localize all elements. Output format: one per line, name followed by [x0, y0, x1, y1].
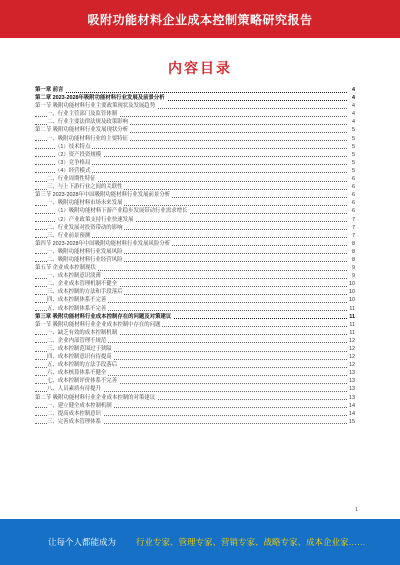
- toc-entry-text: 一、缺乏有效的成本控制机制: [47, 329, 118, 336]
- toc-entry[interactable]: [35, 402, 355, 410]
- toc-entry-page: 5: [352, 159, 355, 166]
- toc-entry-text: 三、行业前景预测: [47, 232, 91, 239]
- toc-entry-text: 七、成本控制评价体系不完善: [47, 378, 118, 385]
- footer-slogan: 让每个人都能成为: [48, 537, 117, 547]
- toc-entry-text: 一、行业主管部门及监管体制: [47, 111, 118, 118]
- toc-entry-page: 11: [349, 321, 355, 328]
- toc-entry-text: 二、提高成本控制意识: [47, 410, 101, 417]
- toc-entry[interactable]: [35, 216, 355, 224]
- footer-bar: [0, 519, 400, 565]
- toc-entry-page: 6: [352, 208, 355, 215]
- toc-entry[interactable]: [35, 167, 355, 175]
- toc-entry[interactable]: [35, 118, 355, 126]
- toc-entry-page: 9: [352, 273, 355, 280]
- toc-entry[interactable]: [35, 159, 355, 167]
- toc-entry-text: 第三章 吸附功能材料行业成本控制存在的问题及对策建议: [35, 313, 172, 320]
- toc-entry-text: 四、成本控制体系不完善: [47, 297, 107, 304]
- toc-heading: 内容目录: [168, 60, 232, 76]
- toc-entry-text: 二、行业周期性特征: [47, 176, 96, 183]
- toc-entry-page: 4: [352, 111, 355, 118]
- toc-entry[interactable]: [35, 240, 355, 248]
- toc-entry-page: 12: [349, 362, 355, 369]
- toc-entry[interactable]: [35, 329, 355, 337]
- toc-entry-text: 一、吸附功能材料行业的主要特征: [47, 135, 128, 142]
- toc-entry[interactable]: [35, 183, 355, 191]
- toc-entry[interactable]: [35, 143, 355, 151]
- toc-entry[interactable]: [35, 199, 355, 207]
- table-of-contents: [35, 86, 355, 426]
- toc-entry-text: 一、吸附功能材料行业发展风险: [47, 248, 123, 255]
- toc-entry-page: 12: [349, 346, 355, 352]
- toc-entry[interactable]: [35, 135, 355, 143]
- page-number: 1: [354, 507, 358, 513]
- toc-entry-text: 三、完善成本管理体系: [47, 418, 101, 425]
- toc-entry-text: 一、建立健全成本控制机制: [47, 402, 112, 409]
- toc-entry-page: 7: [352, 216, 355, 223]
- toc-entry-page: 8: [352, 240, 355, 247]
- toc-entry[interactable]: [35, 94, 355, 102]
- toc-entry-text: 二、企业成本管理机制不健全: [47, 281, 118, 288]
- toc-entry-text: 六、成本核算体系不健全: [47, 370, 107, 377]
- toc-entry[interactable]: [35, 313, 355, 321]
- toc-entry-page: 13: [349, 386, 355, 393]
- toc-entry-page: 12: [349, 337, 355, 344]
- toc-entry-page: 6: [352, 176, 355, 183]
- toc-entry-text: 一、吸附功能材料市场未来发展: [47, 200, 123, 207]
- toc-entry-page: 5: [352, 127, 355, 134]
- toc-entry-text: 第二章 2023-2028年吸附功能材料行业发展及前景分析: [35, 95, 165, 102]
- toc-entry-text: （1）吸附功能材料下游产业稳步发展带动行业需求增长: [55, 208, 188, 215]
- toc-entry[interactable]: [35, 337, 355, 345]
- toc-entry[interactable]: [35, 272, 355, 280]
- toc-entry-page: 9: [352, 265, 355, 272]
- toc-entry-text: 第五节 企业成本控制现状: [35, 265, 96, 272]
- toc-entry-page: 10: [349, 289, 355, 296]
- toc-entry[interactable]: [35, 224, 355, 232]
- toc-entry-page: 15: [349, 418, 355, 425]
- toc-entry-text: （3）竞争格局: [55, 159, 91, 166]
- toc-entry-page: 11: [349, 329, 355, 336]
- toc-entry-text: 三、成本控制的方法和手段落后: [47, 289, 123, 296]
- toc-entry[interactable]: [35, 280, 355, 288]
- toc-entry-text: 第一节 吸附功能材料行业企业成本控制中存在的问题: [35, 321, 161, 328]
- toc-entry-text: 二、行业发展对投资带动的影响: [47, 224, 123, 231]
- toc-entry-text: 第二节 吸附功能材料行业发展现状分析: [35, 127, 129, 134]
- toc-entry-page: 4: [352, 87, 355, 93]
- toc-entry-page: 4: [352, 119, 355, 126]
- toc-entry[interactable]: [35, 377, 355, 385]
- toc-entry[interactable]: [35, 175, 355, 183]
- toc-entry[interactable]: [35, 191, 355, 199]
- toc-entry-page: 10: [349, 297, 355, 304]
- toc-entry-page: 5: [352, 135, 355, 142]
- toc-entry[interactable]: [35, 102, 355, 110]
- footer-expert-list: 行业专家、管理专家、营销专家、战略专家、成本企业家……: [136, 537, 366, 547]
- toc-entry-page: 6: [352, 192, 355, 199]
- toc-entry[interactable]: [35, 321, 355, 329]
- toc-entry-text: 三、与上下游行业之间的关联性: [47, 184, 123, 191]
- toc-entry-text: 二、企业内部管理不规范: [47, 337, 107, 344]
- toc-entry-text: 第三节 2023-2028年中国吸附功能材料行业发展前景分析: [35, 192, 171, 199]
- toc-entry-text: 五、成本控制的方法手段落后: [47, 362, 118, 369]
- toc-entry[interactable]: [35, 288, 355, 296]
- toc-entry-page: 5: [352, 167, 355, 174]
- toc-entry[interactable]: [35, 418, 355, 426]
- toc-entry-page: 4: [352, 95, 355, 102]
- toc-entry-text: 五、成本控制体系不完善: [47, 305, 107, 312]
- toc-entry-text: （4）经营模式: [55, 167, 91, 174]
- toc-entry-text: （1）技术特点: [55, 143, 91, 150]
- toc-entry[interactable]: [35, 86, 355, 94]
- toc-entry-text: 第一节 吸附功能材料行业主要政策现状及发展趋势: [35, 103, 156, 110]
- toc-entry[interactable]: [35, 361, 355, 369]
- toc-entry[interactable]: [35, 256, 355, 264]
- toc-entry-text: 八、人员素质有待提升: [47, 386, 101, 393]
- toc-entry[interactable]: [35, 385, 355, 393]
- toc-entry-page: 10: [349, 281, 355, 288]
- toc-entry[interactable]: [35, 151, 355, 159]
- toc-entry-text: 第二节 吸附功能材料行业企业成本控制的对策建议: [35, 394, 156, 401]
- toc-entry-text: 四、成本控制意识有待提高: [47, 354, 112, 361]
- toc-entry-page: 5: [352, 151, 355, 158]
- toc-entry-page: 13: [349, 394, 355, 401]
- toc-entry-page: 14: [349, 402, 355, 409]
- report-title: 吸附功能材料企业成本控制策略研究报告: [87, 13, 313, 27]
- toc-entry-text: 二、行业主要法律法规及政策影响: [47, 119, 128, 126]
- toc-entry[interactable]: [35, 305, 355, 313]
- toc-entry[interactable]: [35, 126, 355, 134]
- toc-entry-page: 5: [352, 143, 355, 150]
- toc-entry[interactable]: [35, 394, 355, 402]
- toc-entry-text: （2）产业政策支持行业快速发展: [55, 216, 134, 223]
- toc-entry-page: 4: [352, 103, 355, 110]
- toc-entry[interactable]: [35, 345, 355, 353]
- toc-entry-text: （2）资产投资规模: [55, 151, 102, 158]
- toc-entry-page: 6: [352, 200, 355, 207]
- toc-entry[interactable]: [35, 248, 355, 256]
- toc-entry-page: 11: [349, 313, 355, 320]
- toc-entry[interactable]: [35, 296, 355, 304]
- toc-entry-text: 第一章 前言: [35, 87, 64, 93]
- toc-entry-page: 7: [352, 232, 355, 239]
- toc-entry[interactable]: [35, 410, 355, 418]
- toc-entry[interactable]: [35, 353, 355, 361]
- toc-entry-page: 6: [352, 184, 355, 191]
- toc-entry-page: 8: [352, 256, 355, 263]
- toc-leader-dots: [35, 92, 347, 93]
- toc-entry-page: 14: [349, 410, 355, 417]
- toc-entry-text: 一、成本控制意识淡薄: [47, 273, 101, 280]
- toc-entry-page: 7: [352, 224, 355, 231]
- toc-entry-text: 二、吸附功能材料行业经营风险: [47, 256, 123, 263]
- toc-entry-page: 12: [349, 354, 355, 361]
- toc-entry-page: 13: [349, 378, 355, 385]
- toc-entry[interactable]: [35, 207, 355, 215]
- toc-entry-page: 8: [352, 248, 355, 255]
- toc-entry-page: 11: [349, 305, 355, 312]
- toc-entry[interactable]: [35, 369, 355, 377]
- toc-entry-text: 三、成本控制范围过于狭隘: [47, 346, 112, 352]
- toc-entry[interactable]: [35, 232, 355, 240]
- toc-entry[interactable]: [35, 110, 355, 118]
- toc-entry-text: 第四节 2023-2028年中国吸附功能材料行业发展风险分析: [35, 240, 171, 247]
- toc-entry-page: 13: [349, 370, 355, 377]
- report-header-bar: [0, 0, 400, 38]
- toc-entry[interactable]: [35, 264, 355, 272]
